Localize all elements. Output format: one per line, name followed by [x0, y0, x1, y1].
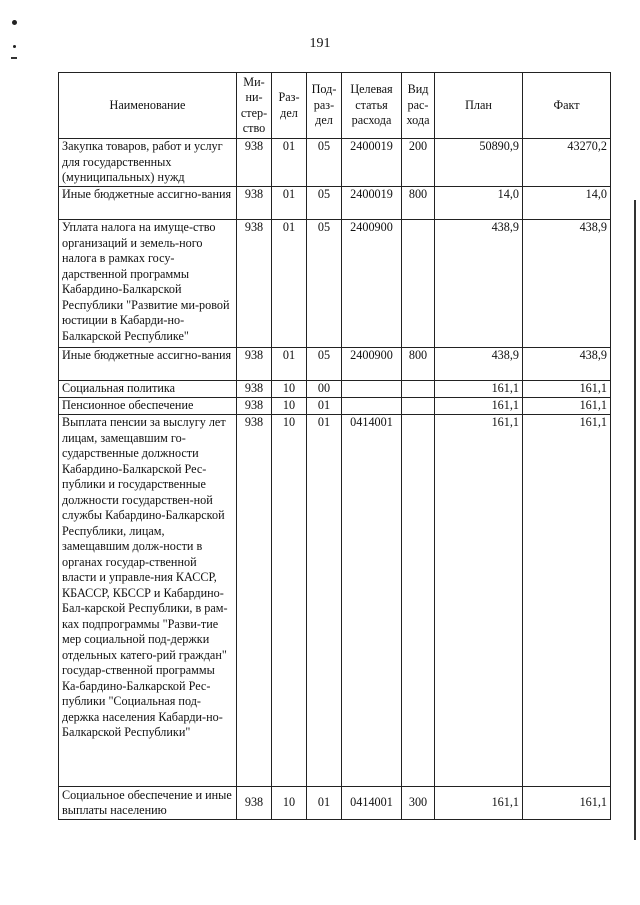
- cell-name: Пенсионное обеспечение: [59, 398, 237, 415]
- cell-plan: 161,1: [435, 415, 523, 787]
- cell-plan: 438,9: [435, 348, 523, 381]
- cell-ministry: 938: [237, 415, 272, 787]
- scan-edge-line: [634, 200, 636, 840]
- cell-section: 01: [272, 187, 307, 220]
- table-row: [59, 220, 611, 348]
- cell-subsection: 01: [307, 398, 342, 415]
- cell-subsection: 05: [307, 348, 342, 381]
- cell-subsection: 05: [307, 139, 342, 187]
- cell-name: Социальная политика: [59, 381, 237, 398]
- cell-plan: 50890,9: [435, 139, 523, 187]
- cell-target: 2400019: [342, 139, 402, 187]
- table-row: [59, 348, 611, 381]
- cell-plan: 14,0: [435, 187, 523, 220]
- cell-target: 0414001: [342, 415, 402, 787]
- table-row: [59, 381, 611, 398]
- cell-subsection: 05: [307, 187, 342, 220]
- cell-subsection: 00: [307, 381, 342, 398]
- cell-fact: 43270,2: [523, 139, 611, 187]
- cell-ministry: 938: [237, 398, 272, 415]
- cell-fact: 438,9: [523, 220, 611, 348]
- table-row: [59, 415, 611, 787]
- cell-target: 2400019: [342, 187, 402, 220]
- table-row: [59, 139, 611, 187]
- cell-target: 2400900: [342, 220, 402, 348]
- cell-fact: 161,1: [523, 415, 611, 787]
- cell-name: Социальное обеспечение и иные выплаты населению: [59, 787, 237, 820]
- cell-expense-type: [402, 220, 435, 348]
- budget-table: [58, 72, 611, 820]
- cell-fact: 438,9: [523, 348, 611, 381]
- cell-subsection: 01: [307, 787, 342, 820]
- cell-section: 01: [272, 348, 307, 381]
- cell-name: Иные бюджетные ассигно-вания: [59, 348, 237, 381]
- cell-name: Уплата налога на имуще-ство организаций и земель-ного налога в рамках госу-дарственной программы Кабардино-Балкарской Республики "Развитие ми-ровой юстиции в Кабарди-но-Балкарской Республике": [59, 220, 237, 348]
- table-row: [59, 187, 611, 220]
- cell-ministry: 938: [237, 787, 272, 820]
- cell-target: [342, 381, 402, 398]
- cell-expense-type: [402, 381, 435, 398]
- cell-plan: 161,1: [435, 398, 523, 415]
- cell-expense-type: 200: [402, 139, 435, 187]
- cell-expense-type: [402, 398, 435, 415]
- cell-plan: 161,1: [435, 381, 523, 398]
- cell-target: 2400900: [342, 348, 402, 381]
- cell-name: Закупка товаров, работ и услуг для государственных (муниципальных) нужд: [59, 139, 237, 187]
- cell-section: 01: [272, 139, 307, 187]
- cell-expense-type: 800: [402, 187, 435, 220]
- cell-section: 10: [272, 398, 307, 415]
- cell-expense-type: 300: [402, 787, 435, 820]
- header-section: Раз-дел: [272, 73, 307, 139]
- cell-section: 10: [272, 381, 307, 398]
- scan-mark: [11, 57, 17, 59]
- cell-fact: 14,0: [523, 187, 611, 220]
- cell-section: 10: [272, 415, 307, 787]
- cell-name: Иные бюджетные ассигно-вания: [59, 187, 237, 220]
- cell-subsection: 05: [307, 220, 342, 348]
- cell-ministry: 938: [237, 139, 272, 187]
- cell-section: 10: [272, 787, 307, 820]
- cell-ministry: 938: [237, 381, 272, 398]
- cell-target: [342, 398, 402, 415]
- cell-ministry: 938: [237, 220, 272, 348]
- header-name: Наименование: [59, 73, 237, 139]
- cell-fact: 161,1: [523, 398, 611, 415]
- header-ministry: Ми-ни-стер-ство: [237, 73, 272, 139]
- header-subsection: Под-раз-дел: [307, 73, 342, 139]
- cell-expense-type: 800: [402, 348, 435, 381]
- table-row: [59, 787, 611, 820]
- cell-plan: 161,1: [435, 787, 523, 820]
- cell-subsection: 01: [307, 415, 342, 787]
- cell-name: Выплата пенсии за выслугу лет лицам, замещавшим го-сударственные должности Кабардино-Балкарской Рес-публики и государственные должности государствен-ной службы Кабардино-Балкарской Республики, лицам, замещавшим долж-ности в органах государ-ственной власти и управле-ния КАССР, КБАССР, КБССР и Кабардино-Бал-карской Республики, в рам-ках подпрограммы "Разви-тие мер социальной под-держки отдельных катего-рий граждан" государ-ственной программы Ка-бардино-Балкарской Рес-публики "Социальная под-держка населения Кабарди-но-Балкарской Республики": [59, 415, 237, 787]
- cell-ministry: 938: [237, 187, 272, 220]
- page-number: 191: [309, 36, 331, 51]
- cell-fact: 161,1: [523, 787, 611, 820]
- cell-expense-type: [402, 415, 435, 787]
- table-header-row: [59, 73, 611, 139]
- cell-target: 0414001: [342, 787, 402, 820]
- cell-plan: 438,9: [435, 220, 523, 348]
- header-plan: План: [435, 73, 523, 139]
- cell-fact: 161,1: [523, 381, 611, 398]
- table-row: [59, 398, 611, 415]
- header-expense-type: Вид рас-хода: [402, 73, 435, 139]
- scan-mark: [12, 20, 17, 25]
- cell-section: 01: [272, 220, 307, 348]
- header-target: Целевая статья расхода: [342, 73, 402, 139]
- cell-ministry: 938: [237, 348, 272, 381]
- header-fact: Факт: [523, 73, 611, 139]
